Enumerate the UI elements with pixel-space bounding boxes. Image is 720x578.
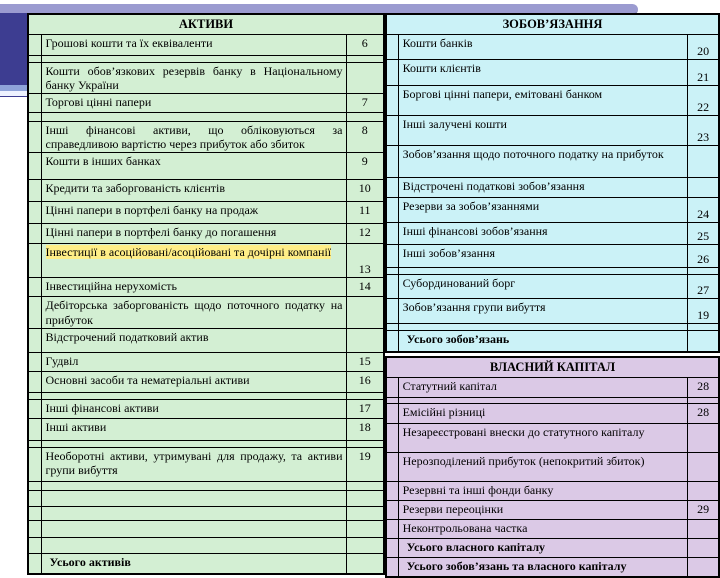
row-label <box>41 440 346 447</box>
table-row <box>28 153 384 180</box>
row-label: Статутний капітал <box>398 377 688 397</box>
table-row <box>386 538 719 557</box>
table-row <box>28 537 384 553</box>
row-label: Інші фінансові зобов’язання <box>398 222 688 244</box>
table-row <box>386 557 719 577</box>
table-row <box>28 399 384 418</box>
spacer-row <box>28 440 384 447</box>
table-row <box>28 180 384 202</box>
table-row <box>28 297 384 328</box>
row-label <box>41 392 346 399</box>
row-number <box>346 537 384 553</box>
row-stub-cell <box>386 403 398 423</box>
equity-header-row <box>386 357 719 377</box>
row-stub-cell <box>28 371 41 392</box>
row-number: 19 <box>688 298 719 323</box>
row-number <box>688 267 719 274</box>
row-label: Субординований борг <box>398 274 688 298</box>
row-label: Кошти обов’язкових резервів банку в Національному банку України <box>41 62 346 93</box>
row-number <box>688 423 719 452</box>
row-number: 29 <box>688 500 719 519</box>
row-label: Зобов’язання групи вибуття <box>398 298 688 323</box>
equity-header: ВЛАСНИЙ КАПІТАЛ <box>386 357 719 377</box>
table-row <box>386 244 719 267</box>
table-row <box>28 94 384 113</box>
row-stub-cell <box>386 197 398 222</box>
row-label: Кошти банків <box>398 34 688 59</box>
row-stub-cell <box>28 328 41 352</box>
liabilities-header: ЗОБОВ’ЯЗАННЯ <box>386 14 719 34</box>
table-row <box>28 371 384 392</box>
table-row <box>386 197 719 222</box>
highlighted-text: Інвестиції в асоційовані/асоційовані та дочірні компанії <box>45 245 332 260</box>
row-stub-cell <box>28 113 41 122</box>
row-label: Інші залучені кошти <box>398 115 688 145</box>
row-stub-cell <box>386 59 398 85</box>
row-stub-cell <box>386 481 398 500</box>
row-stub-cell <box>386 115 398 145</box>
row-number <box>688 538 719 557</box>
row-number <box>688 557 719 577</box>
row-stub-cell <box>28 55 41 62</box>
spacer-row <box>28 113 384 122</box>
row-label: Кредити та заборгованість клієнтів <box>41 180 346 202</box>
row-stub-cell <box>386 244 398 267</box>
row-number <box>346 62 384 93</box>
row-number: 15 <box>346 352 384 371</box>
row-number: 28 <box>688 377 719 397</box>
row-stub-cell <box>28 418 41 440</box>
table-row <box>386 85 719 115</box>
row-label: Грошові кошти та їх еквіваленти <box>41 34 346 55</box>
row-stub-cell <box>386 298 398 323</box>
row-number: 22 <box>688 85 719 115</box>
row-number: 13 <box>346 244 384 278</box>
row-stub-cell <box>386 538 398 557</box>
row-label <box>41 520 346 537</box>
row-stub-cell <box>28 202 41 224</box>
row-stub-cell <box>386 452 398 481</box>
row-number <box>346 440 384 447</box>
table-row <box>28 520 384 537</box>
row-stub-cell <box>28 440 41 447</box>
spacer-row <box>386 267 719 274</box>
table-row <box>28 506 384 520</box>
row-label <box>41 537 346 553</box>
row-stub-cell <box>386 274 398 298</box>
row-label: Емісійні різниці <box>398 403 688 423</box>
liabilities-table <box>385 13 720 353</box>
row-label: Усього зобов’язань <box>398 330 688 352</box>
row-stub-cell <box>28 490 41 506</box>
row-number: 12 <box>346 224 384 244</box>
row-number: 26 <box>688 244 719 267</box>
table-row <box>386 500 719 519</box>
row-stub-cell <box>386 500 398 519</box>
row-label: Відстрочені податкові зобов’язання <box>398 177 688 197</box>
row-label: Інші активи <box>41 418 346 440</box>
row-number: 25 <box>688 222 719 244</box>
row-number <box>346 490 384 506</box>
assets-header-row <box>28 14 384 34</box>
table-row <box>386 423 719 452</box>
row-number: 10 <box>346 180 384 202</box>
row-number: 24 <box>688 197 719 222</box>
table-row <box>386 330 719 352</box>
table-row <box>28 34 384 55</box>
row-stub-cell <box>386 377 398 397</box>
assets-header: АКТИВИ <box>28 14 384 34</box>
row-stub-cell <box>28 392 41 399</box>
row-label: Нерозподілений прибуток (непокритий збиток) <box>398 452 688 481</box>
table-row <box>386 145 719 177</box>
assets-table <box>27 13 385 575</box>
row-label: Резерви за зобов’язаннями <box>398 197 688 222</box>
row-stub-cell <box>28 481 41 490</box>
balance-sheet-tables <box>27 13 720 578</box>
row-label: Гудвіл <box>41 352 346 371</box>
row-stub-cell <box>386 423 398 452</box>
row-label <box>41 113 346 122</box>
table-row <box>28 122 384 153</box>
table-row <box>28 328 384 352</box>
row-number <box>346 520 384 537</box>
table-row <box>386 34 719 59</box>
table-row <box>386 298 719 323</box>
row-label: Інвестиційна нерухомість <box>41 278 346 297</box>
row-stub-cell <box>28 553 41 574</box>
liabilities-header-row <box>386 14 719 34</box>
row-number <box>346 297 384 328</box>
row-stub-cell <box>28 94 41 113</box>
spacer-row <box>386 323 719 330</box>
row-stub-cell <box>28 297 41 328</box>
left-accent-stripe-white <box>0 91 28 96</box>
row-stub-cell <box>386 145 398 177</box>
table-row <box>386 481 719 500</box>
row-label <box>41 244 346 278</box>
row-stub-cell <box>386 85 398 115</box>
row-stub-cell <box>28 278 41 297</box>
table-row <box>386 452 719 481</box>
row-number <box>688 330 719 352</box>
table-row <box>386 177 719 197</box>
row-label <box>41 55 346 62</box>
row-number: 20 <box>688 34 719 59</box>
row-stub-cell <box>28 34 41 55</box>
row-number <box>688 519 719 538</box>
row-number: 14 <box>346 278 384 297</box>
row-label: Інші фінансові активи <box>41 399 346 418</box>
equity-table <box>385 356 720 578</box>
row-stub-cell <box>28 352 41 371</box>
table-row <box>386 59 719 85</box>
row-stub-cell <box>28 224 41 244</box>
table-row <box>28 244 384 278</box>
row-label: Цінні папери в портфелі банку до погашення <box>41 224 346 244</box>
row-label: Дебіторська заборгованість щодо поточного податку на прибуток <box>41 297 346 328</box>
row-label: Усього власного капіталу <box>398 538 688 557</box>
row-label <box>398 323 688 330</box>
table-row <box>28 447 384 481</box>
spacer-row <box>28 481 384 490</box>
row-label <box>41 490 346 506</box>
liabilities-equity-column <box>385 13 720 578</box>
row-number: 23 <box>688 115 719 145</box>
row-label: Усього активів <box>41 553 346 574</box>
spacer-row <box>28 392 384 399</box>
row-stub-cell <box>28 62 41 93</box>
row-label: Усього зобов’язань та власного капіталу <box>398 557 688 577</box>
row-number <box>346 392 384 399</box>
row-label: Відстрочений податковий актив <box>41 328 346 352</box>
row-number: 6 <box>346 34 384 55</box>
row-label <box>41 481 346 490</box>
row-label: Інші фінансові активи, що обліковуються за справедливою вартістю через прибуток або збиток <box>41 122 346 153</box>
row-label: Зобов’язання щодо поточного податку на прибуток <box>398 145 688 177</box>
row-stub-cell <box>28 506 41 520</box>
row-stub-cell <box>28 520 41 537</box>
row-number: 27 <box>688 274 719 298</box>
row-number: 21 <box>688 59 719 85</box>
row-label: Резервні та інші фонди банку <box>398 481 688 500</box>
row-number: 8 <box>346 122 384 153</box>
row-stub-cell <box>386 222 398 244</box>
row-number <box>346 328 384 352</box>
row-number: 19 <box>346 447 384 481</box>
row-number <box>346 113 384 122</box>
row-number: 28 <box>688 403 719 423</box>
row-label: Цінні папери в портфелі банку на продаж <box>41 202 346 224</box>
row-stub-cell <box>386 330 398 352</box>
table-row <box>28 224 384 244</box>
row-stub-cell <box>28 244 41 278</box>
table-row <box>28 490 384 506</box>
row-number <box>688 452 719 481</box>
table-row <box>386 403 719 423</box>
row-label: Боргові цінні папери, емітовані банком <box>398 85 688 115</box>
row-stub-cell <box>28 180 41 202</box>
row-label: Незареєстровані внески до статутного капіталу <box>398 423 688 452</box>
row-number <box>688 145 719 177</box>
row-stub-cell <box>28 537 41 553</box>
row-label: Резерви переоцінки <box>398 500 688 519</box>
table-row <box>386 274 719 298</box>
row-number: 11 <box>346 202 384 224</box>
row-number <box>688 481 719 500</box>
row-stub-cell <box>386 519 398 538</box>
table-row <box>386 115 719 145</box>
table-row <box>386 222 719 244</box>
row-number <box>688 323 719 330</box>
row-stub-cell <box>386 34 398 59</box>
row-label <box>398 267 688 274</box>
row-label <box>41 506 346 520</box>
row-label: Неконтрольована частка <box>398 519 688 538</box>
table-row <box>386 519 719 538</box>
row-number: 18 <box>346 418 384 440</box>
table-row <box>386 377 719 397</box>
row-stub-cell <box>386 177 398 197</box>
row-label: Кошти в інших банках <box>41 153 346 180</box>
row-number <box>346 481 384 490</box>
row-stub-cell <box>28 153 41 180</box>
row-stub-cell <box>28 399 41 418</box>
row-stub-cell <box>28 122 41 153</box>
row-stub-cell <box>386 323 398 330</box>
row-stub-cell <box>28 447 41 481</box>
table-row <box>28 62 384 93</box>
row-number: 7 <box>346 94 384 113</box>
row-label: Торгові цінні папери <box>41 94 346 113</box>
row-stub-cell <box>386 557 398 577</box>
table-row <box>28 352 384 371</box>
row-label: Інші зобов’язання <box>398 244 688 267</box>
row-label: Основні засоби та нематеріальні активи <box>41 371 346 392</box>
spacer-row <box>28 55 384 62</box>
row-number <box>346 55 384 62</box>
table-row <box>28 418 384 440</box>
row-number <box>346 553 384 574</box>
row-label: Кошти клієнтів <box>398 59 688 85</box>
row-number: 17 <box>346 399 384 418</box>
row-stub-cell <box>386 267 398 274</box>
row-number <box>688 177 719 197</box>
row-number: 16 <box>346 371 384 392</box>
table-row <box>28 553 384 574</box>
table-row <box>28 202 384 224</box>
table-row <box>28 278 384 297</box>
row-number <box>346 506 384 520</box>
row-number: 9 <box>346 153 384 180</box>
row-label: Необоротні активи, утримувані для продажу, та активи групи вибуття <box>41 447 346 481</box>
